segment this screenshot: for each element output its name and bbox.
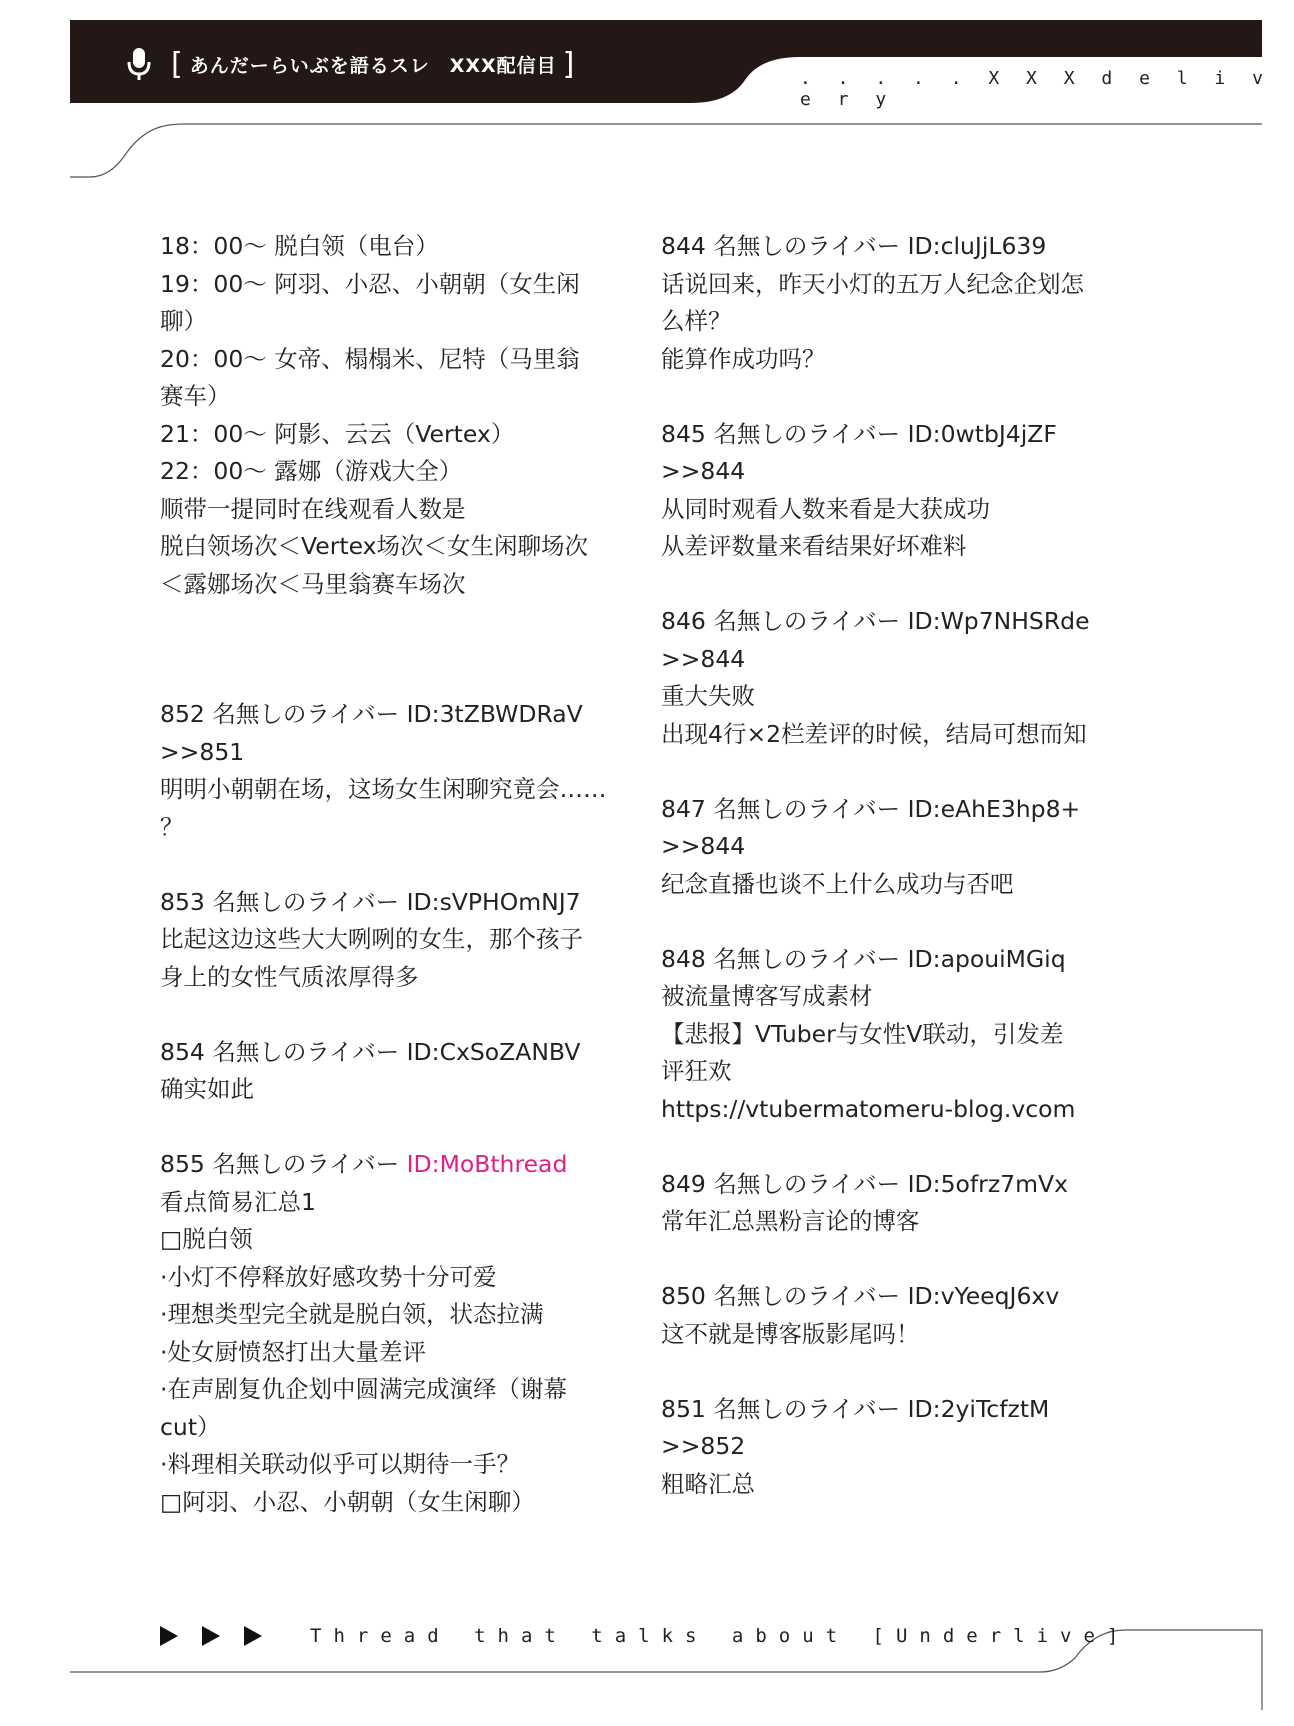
post-header: 848 名無しのライバー ID:apouiMGiq xyxy=(661,944,1066,973)
post-line: 【悲报】VTuber与女性V联动，引发差 xyxy=(661,1019,1064,1048)
left-column xyxy=(160,228,620,1521)
post-850 xyxy=(661,1278,1131,1353)
post-header: 847 名無しのライバー ID:eAhE3hp8+ xyxy=(661,794,1081,823)
schedule-line: ＜露娜场次＜马里翁赛车场次 xyxy=(160,569,466,598)
post-854 xyxy=(160,1034,620,1109)
microphone-icon xyxy=(125,46,153,82)
schedule-line: 21：00～ 阿影、云云（Vertex） xyxy=(160,419,515,448)
post-line: 被流量博客写成素材 xyxy=(661,982,873,1010)
schedule-line: 赛车） xyxy=(160,382,231,410)
post-line: 粗略汇总 xyxy=(661,1469,755,1498)
post-line: ·小灯不停释放好感攻势十分可爱 xyxy=(160,1262,497,1291)
post-header: 853 名無しのライバー ID:sVPHOmNJ7 xyxy=(160,887,581,916)
post-header: 851 名無しのライバー ID:2yiTcfztM xyxy=(661,1394,1050,1423)
post-line: >>844 xyxy=(661,644,746,673)
schedule-line: 脱白领场次＜Vertex场次＜女生闲聊场次 xyxy=(160,532,589,560)
schedule-line: 20：00～ 女帝、榻榻米、尼特（马里翁 xyxy=(160,344,580,373)
post-line: 看点简易汇总1 xyxy=(160,1187,316,1216)
post-line: 这不就是博客版影尾吗！ xyxy=(661,1319,920,1348)
schedule-line: 顺带一提同时在线观看人数是 xyxy=(160,494,466,523)
post-header: 845 名無しのライバー ID:0wtbJ4jZF xyxy=(661,419,1057,448)
post-line: 比起这边这些大大咧咧的女生，那个孩子 xyxy=(160,925,583,953)
post-line: 重大失败 xyxy=(661,682,755,710)
post-line: >>851 xyxy=(160,737,245,766)
footer-text: Thread that talks about [Underlive] xyxy=(310,1625,1131,1647)
post-line: ？ xyxy=(160,812,184,841)
post-846 xyxy=(661,603,1131,753)
schedule-line: 聊） xyxy=(160,307,207,335)
post-line: 明明小朝朝在场，这场女生闲聊究竟会…… xyxy=(160,775,607,803)
post-line: ·理想类型完全就是脱白领，状态拉满 xyxy=(160,1300,544,1328)
schedule-line: 18：00～ 脱白领（电台） xyxy=(160,232,439,260)
post-852 xyxy=(160,696,620,846)
post-851 xyxy=(661,1391,1131,1504)
schedule-line: 19：00～ 阿羽、小忍、小朝朝（女生闲 xyxy=(160,269,580,298)
post-line: 么样？ xyxy=(661,307,732,335)
post-line: ·在声剧复仇企划中圆满完成演绎（谢幕 xyxy=(160,1375,567,1403)
post-header: 844 名無しのライバー ID:cluJjL639 xyxy=(661,232,1047,260)
post-line: cut） xyxy=(160,1412,221,1441)
post-header xyxy=(160,1146,620,1184)
post-line: >>844 xyxy=(661,832,746,860)
post-853 xyxy=(160,884,620,997)
post-855 xyxy=(160,1146,620,1521)
post-line: 话说回来，昨天小灯的五万人纪念企划怎 xyxy=(661,269,1084,298)
post-line: 确实如此 xyxy=(160,1075,254,1103)
post-line: ·料理相关联动似乎可以期待一手？ xyxy=(160,1450,520,1478)
play-arrow-icon xyxy=(202,1626,220,1646)
thread-id-highlight: ID:MoBthread xyxy=(406,1150,568,1178)
post-line: 身上的女性气质浓厚得多 xyxy=(160,962,419,991)
post-header: 850 名無しのライバー ID:vYeeqJ6xv xyxy=(661,1282,1060,1310)
bracket-close: ] xyxy=(562,46,576,82)
thread-title: あんだーらいぶを語るスレ XXX配信目 xyxy=(189,54,557,77)
play-arrow-icon xyxy=(244,1626,262,1646)
post-line: 出现4行×2栏差评的时候，结局可想而知 xyxy=(661,719,1087,748)
post-line: >>844 xyxy=(661,457,746,485)
post-header-prefix: 855 名無しのライバー xyxy=(160,1150,407,1178)
post-line: 能算作成功吗？ xyxy=(661,344,826,373)
post-line: 从差评数量来看结果好坏难料 xyxy=(661,532,967,560)
post-header: 846 名無しのライバー ID:Wp7NHSRde xyxy=(661,607,1090,635)
post-header: 854 名無しのライバー ID:CxSoZANBV xyxy=(160,1037,581,1066)
post-line: □阿羽、小忍、小朝朝（女生闲聊） xyxy=(160,1487,535,1516)
post-844 xyxy=(661,228,1131,378)
post-line: 常年汇总黑粉言论的博客 xyxy=(661,1207,920,1235)
post-847 xyxy=(661,791,1131,904)
bracket-open: [ xyxy=(171,46,184,82)
right-column xyxy=(661,228,1131,1503)
header-title-bar xyxy=(125,44,581,84)
post-header: 852 名無しのライバー ID:3tZBWDRaV xyxy=(160,700,583,728)
post-line: 纪念直播也谈不上什么成功与否吧 xyxy=(661,869,1014,898)
post-849 xyxy=(661,1166,1131,1241)
blog-url: https://vtubermatomeru-blog.vcom xyxy=(661,1094,1076,1123)
post-845 xyxy=(661,416,1131,566)
post-line: >>852 xyxy=(661,1432,746,1460)
header-subtitle: . . . . . X X X d e l i v e r y xyxy=(800,68,1271,110)
schedule-line: 22：00～ 露娜（游戏大全） xyxy=(160,457,463,485)
play-arrow-icon xyxy=(160,1626,178,1646)
post-848 xyxy=(661,941,1131,1129)
post-line: □脱白领 xyxy=(160,1225,253,1253)
post-line: ·处女厨愤怒打出大量差评 xyxy=(160,1337,426,1366)
post-header: 849 名無しのライバー ID:5ofrz7mVx xyxy=(661,1169,1068,1198)
post-line: 评狂欢 xyxy=(661,1057,732,1085)
footer xyxy=(160,1625,1130,1647)
post-line: 从同时观看人数来看是大获成功 xyxy=(661,494,990,523)
footer-arrows xyxy=(160,1626,262,1646)
